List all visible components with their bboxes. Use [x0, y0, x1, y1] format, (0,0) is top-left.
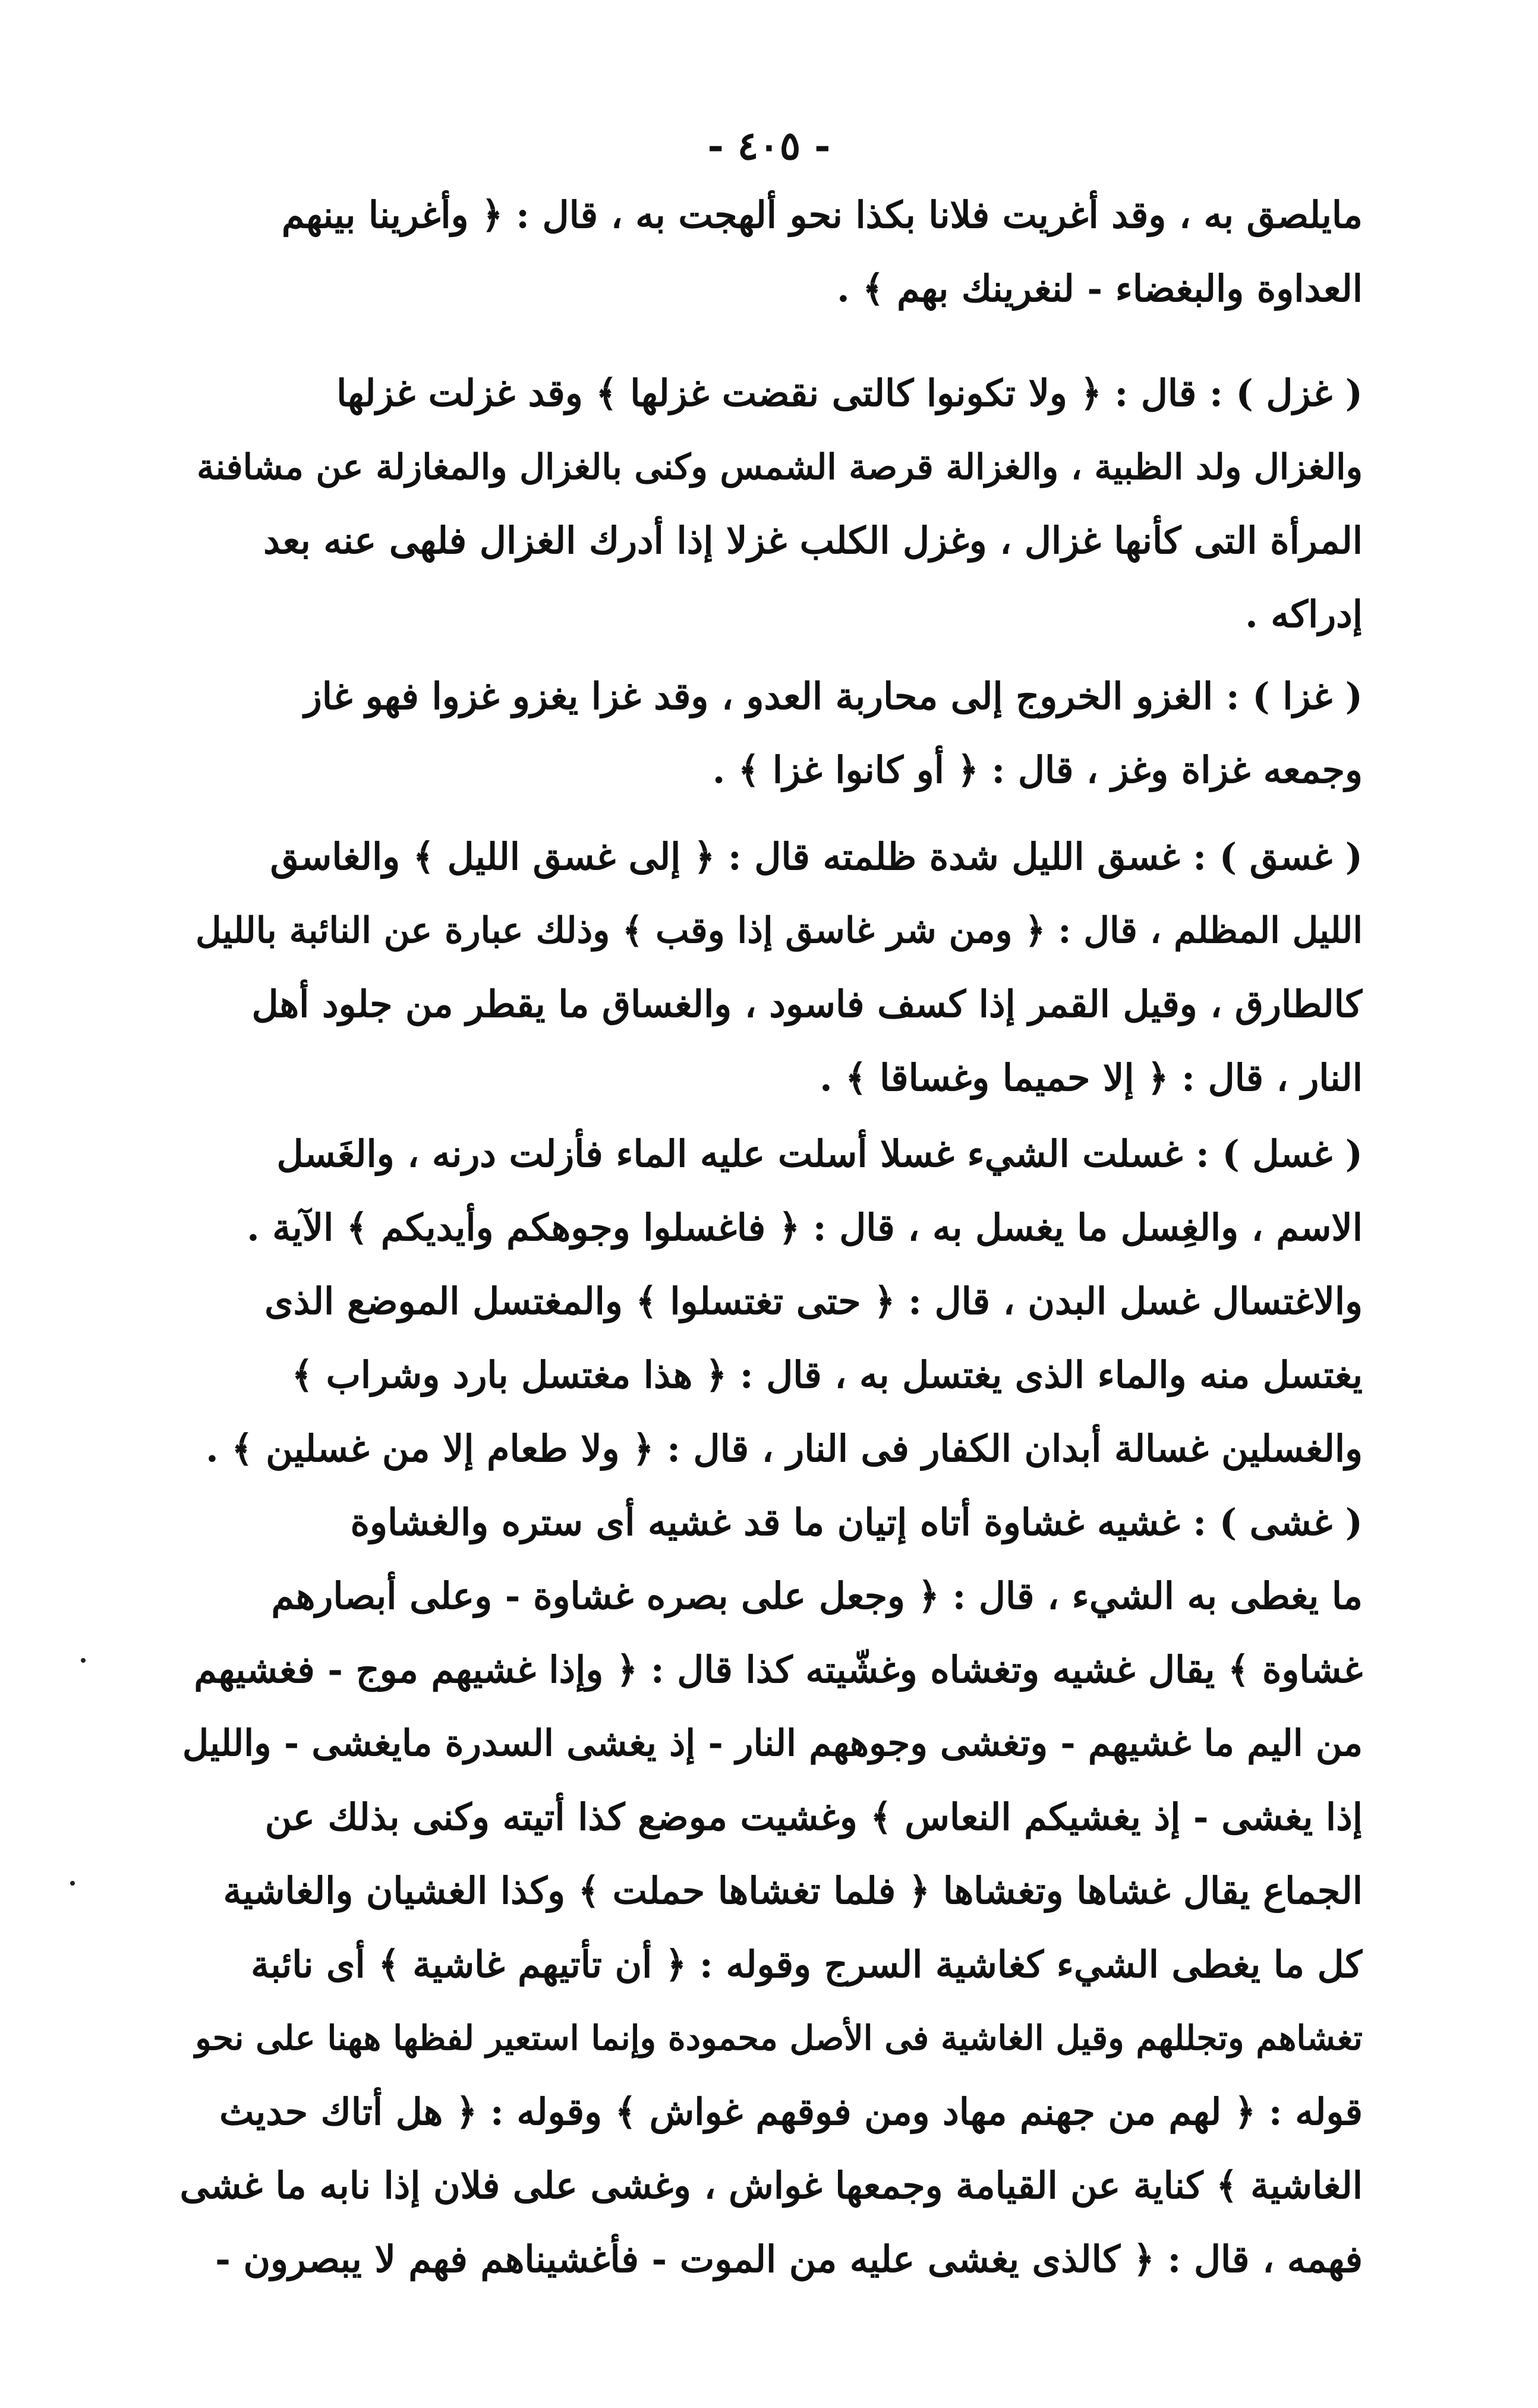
text-line: تغشاهم وتجللهم وقيل الغاشية فى الأصل محمودة وإنما استعير لفظها ههنا على نحو: [195, 2018, 1363, 2058]
text-line: فهمه ، قال : ﴿ كالذى يغشى عليه من الموت - فأغشيناهم فهم لا يبصرون -: [215, 2237, 1363, 2281]
scan-speck: [81, 1658, 86, 1663]
text-line: الليل المظلم ، قال : ﴿ ومن شر غاسق إذا وقب ﴾ وذلك عبارة عن النائبة بالليل: [196, 910, 1363, 951]
text-line: والغسلين غسالة أبدان الكفار فى النار ، قال : ﴿ ولا طعام إلا من غسلين ﴾ .: [206, 1427, 1363, 1470]
text-line: الاسم ، والغِسل ما يغسل به ، قال : ﴿ فاغسلوا وجوهكم وأيديكم ﴾ الآية .: [247, 1206, 1363, 1249]
entry-heading-line: ( غسق ) : غسق الليل شدة ظلمته قال : ﴿ إلى غسق الليل ﴾ والغاسق: [270, 835, 1363, 878]
text-line: يغتسل منه والماء الذى يغتسل به ، قال : ﴿ هذا مغتسل بارد وشراب ﴾: [291, 1353, 1363, 1397]
text-line: والغزال ولد الظبية ، والغزالة قرصة الشمس وكنى بالغزال والمغازلة عن مشافنة: [197, 446, 1363, 487]
intro-paragraph: [180, 178, 1363, 326]
text-line: والاغتسال غسل البدن ، قال : ﴿ حتى تغتسلوا ﴾ والمغتسل الموضع الذى: [264, 1279, 1363, 1323]
entry-heading-line: ( غسل ) : غسلت الشيء غسلا أسلت عليه الماء فأزلت درنه ، والغَسل: [276, 1132, 1363, 1175]
entry-ghazal: [180, 357, 1363, 651]
text-line: العداوة والبغضاء - لنغرينك بهم ﴾ .: [837, 267, 1363, 310]
text-line: الجماع يقال غشاها وتغشاها ﴿ فلما تغشاها حملت ﴾ وكذا الغشيان والغاشية: [223, 1869, 1363, 1912]
text-line: قوله : ﴿ لهم من جهنم مهاد ومن فوقهم غواش ﴾ وقوله : ﴿ هل أتاك حديث: [219, 2090, 1363, 2133]
text-line: ما يغطى به الشيء ، قال : ﴿ وجعل على بصره غشاوة - وعلى أبصارهم: [271, 1574, 1363, 1618]
text-line: إذا يغشى - إذ يغشيكم النعاس ﴾ وغشيت موضع كذا أتيته وكنى بذلك عن: [264, 1795, 1363, 1839]
text-line: غشاوة ﴾ يقال غشيه وتغشاه وغشّيته كذا قال : ﴿ وإذا غشيهم موج - فغشيهم: [194, 1648, 1363, 1691]
entry-ghasaq: [180, 820, 1363, 1115]
entry-heading-line: ( غزل ) : قال : ﴿ ولا تكونوا كالتى نقضت غزلها ﴾ وقد غزلت غزلها: [336, 371, 1363, 415]
text-line: من اليم ما غشيهم - وتغشى وجوههم النار - إذ يغشى السدرة مايغشى - والليل: [182, 1722, 1363, 1764]
text-line: كل ما يغطى الشيء كغاشية السرج وقوله : ﴿ أن تأتيهم غاشية ﴾ أى نائبة: [251, 1943, 1363, 1986]
entry-ghashi: [180, 1486, 1363, 2296]
entry-heading-line: ( غشى ) : غشيه غشاوة أتاه إتيان ما قد غشيه أى ستره والغشاوة: [350, 1501, 1363, 1544]
text-line: المرأة التى كأنها غزال ، وغزل الكلب غزلا إذا أدرك الغزال فلهى عنه بعد: [263, 519, 1363, 562]
scan-speck: [70, 1881, 75, 1886]
page-number: - ٤٠٥ -: [707, 122, 831, 169]
text-line: النار ، قال : ﴿ إلا حميما وغساقا ﴾ .: [820, 1056, 1363, 1099]
entry-heading-line: ( غزا ) : الغزو الخروج إلى محاربة العدو ، وقد غزا يغزو غزوا فهو غاز: [304, 675, 1363, 718]
text-line: وجمعه غزاة وغز ، قال : ﴿ أو كانوا غزا ﴾ .: [712, 748, 1363, 792]
entry-ghasal: [180, 1117, 1363, 1486]
text-line: الغاشية ﴾ كناية عن القيامة وجمعها غواش ، وغشى على فلان إذا نابه ما غشى: [180, 2164, 1363, 2207]
text-line: إدراكه .: [1245, 592, 1363, 636]
text-line: مايلصق به ، وقد أغريت فلانا بكذا نحو ألهجت به ، قال : ﴿ وأغرينا بينهم: [281, 193, 1363, 237]
entry-ghaza: [180, 660, 1363, 807]
text-line: كالطارق ، وقيل القمر إذا كسف فاسود ، والغساق ما يقطر من جلود أهل: [251, 982, 1363, 1026]
